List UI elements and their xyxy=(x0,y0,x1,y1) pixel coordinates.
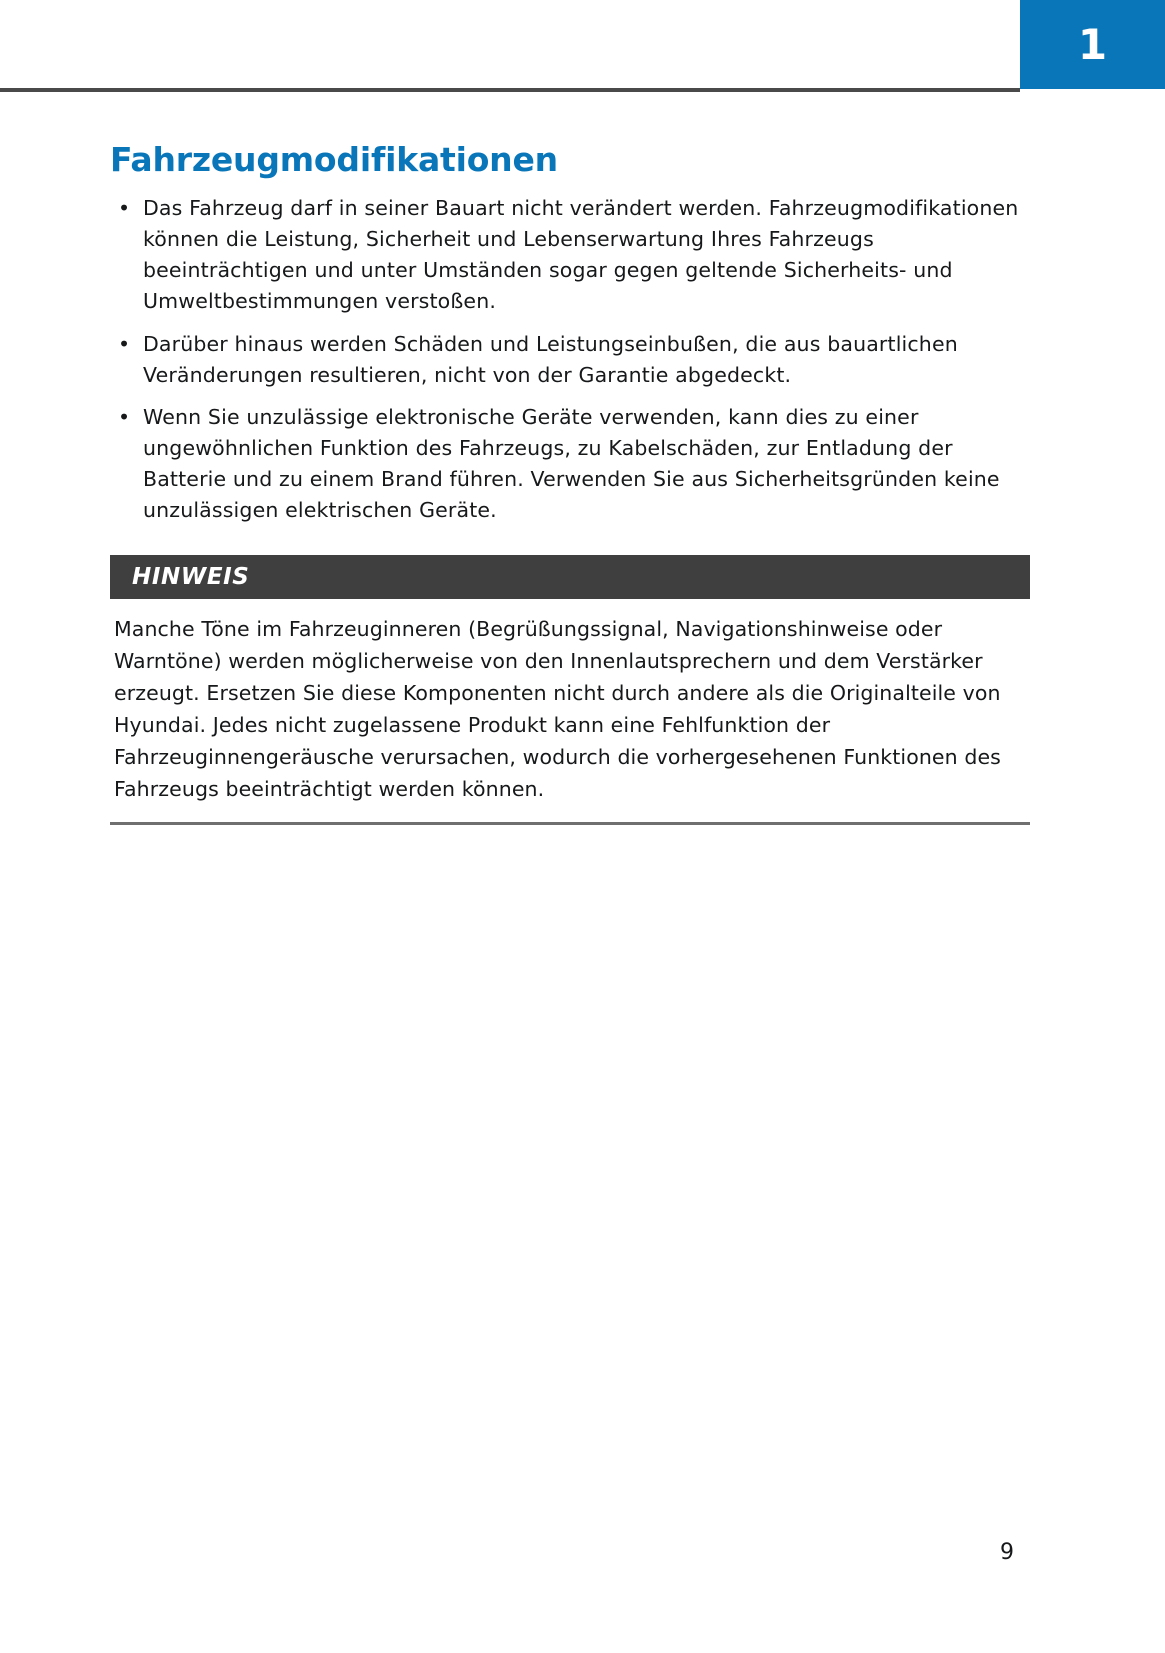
bullet-marker-icon: • xyxy=(118,404,131,429)
list-item xyxy=(110,402,1030,527)
header-divider xyxy=(0,88,1020,92)
page-number: 9 xyxy=(1000,1540,1014,1565)
bullet-list xyxy=(110,193,1030,527)
notice-label: HINWEIS xyxy=(132,563,250,590)
notice-box xyxy=(110,555,1030,825)
document-content xyxy=(110,140,1030,825)
list-item xyxy=(110,329,1030,391)
chapter-number-label: 1 xyxy=(1077,19,1108,69)
notice-bottom-divider xyxy=(110,822,1030,825)
bullet-marker-icon: • xyxy=(118,331,131,356)
list-item-text: Darüber hinaus werden Schäden und Leistungseinbußen, die aus bauartlichen Veränderungen resultieren, nicht von der Garantie abgedeckt. xyxy=(143,331,958,387)
list-item-text: Wenn Sie unzulässige elektronische Geräte verwenden, kann dies zu einer ungewöhnlichen Funktion des Fahrzeugs, zu Kabelschäden, zur Entladung der Batterie und zu einem Brand führen. Verwenden Sie aus Sicherheitsgründen keine unzulässigen elektrischen Geräte. xyxy=(143,404,1000,523)
notice-text: Manche Töne im Fahrzeuginneren (Begrüßungssignal, Navigationshinweise oder Warntöne) werden möglicherweise von den Innenlautsprechern und dem Verstärker erzeugt. Ersetzen Sie diese Komponenten nicht durch andere als die Originalteile von Hyundai. Jedes nicht zugelassene Produkt kann eine Fehlfunktion der Fahrzeuginnengeräusche verursachen, wodurch die vorhergesehenen Funktionen des Fahrzeugs beeinträchtigt werden können. xyxy=(114,616,1001,802)
chapter-number-tab xyxy=(1020,0,1165,89)
bullet-marker-icon: • xyxy=(118,196,131,220)
list-item-text: Das Fahrzeug darf in seiner Bauart nicht verändert werden. Fahrzeugmodifikationen können die Leistung, Sicherheit und Lebenserwartung Ihres Fahrzeugs beeinträchtigen und unter Umständen sogar gegen geltende Sicherheits- und Umweltbestimmungen verstoßen. xyxy=(143,196,1019,314)
notice-header xyxy=(110,555,1030,599)
page-title: Fahrzeugmodifikationen xyxy=(110,140,558,179)
list-item xyxy=(110,193,1030,318)
page-header xyxy=(0,0,1165,96)
